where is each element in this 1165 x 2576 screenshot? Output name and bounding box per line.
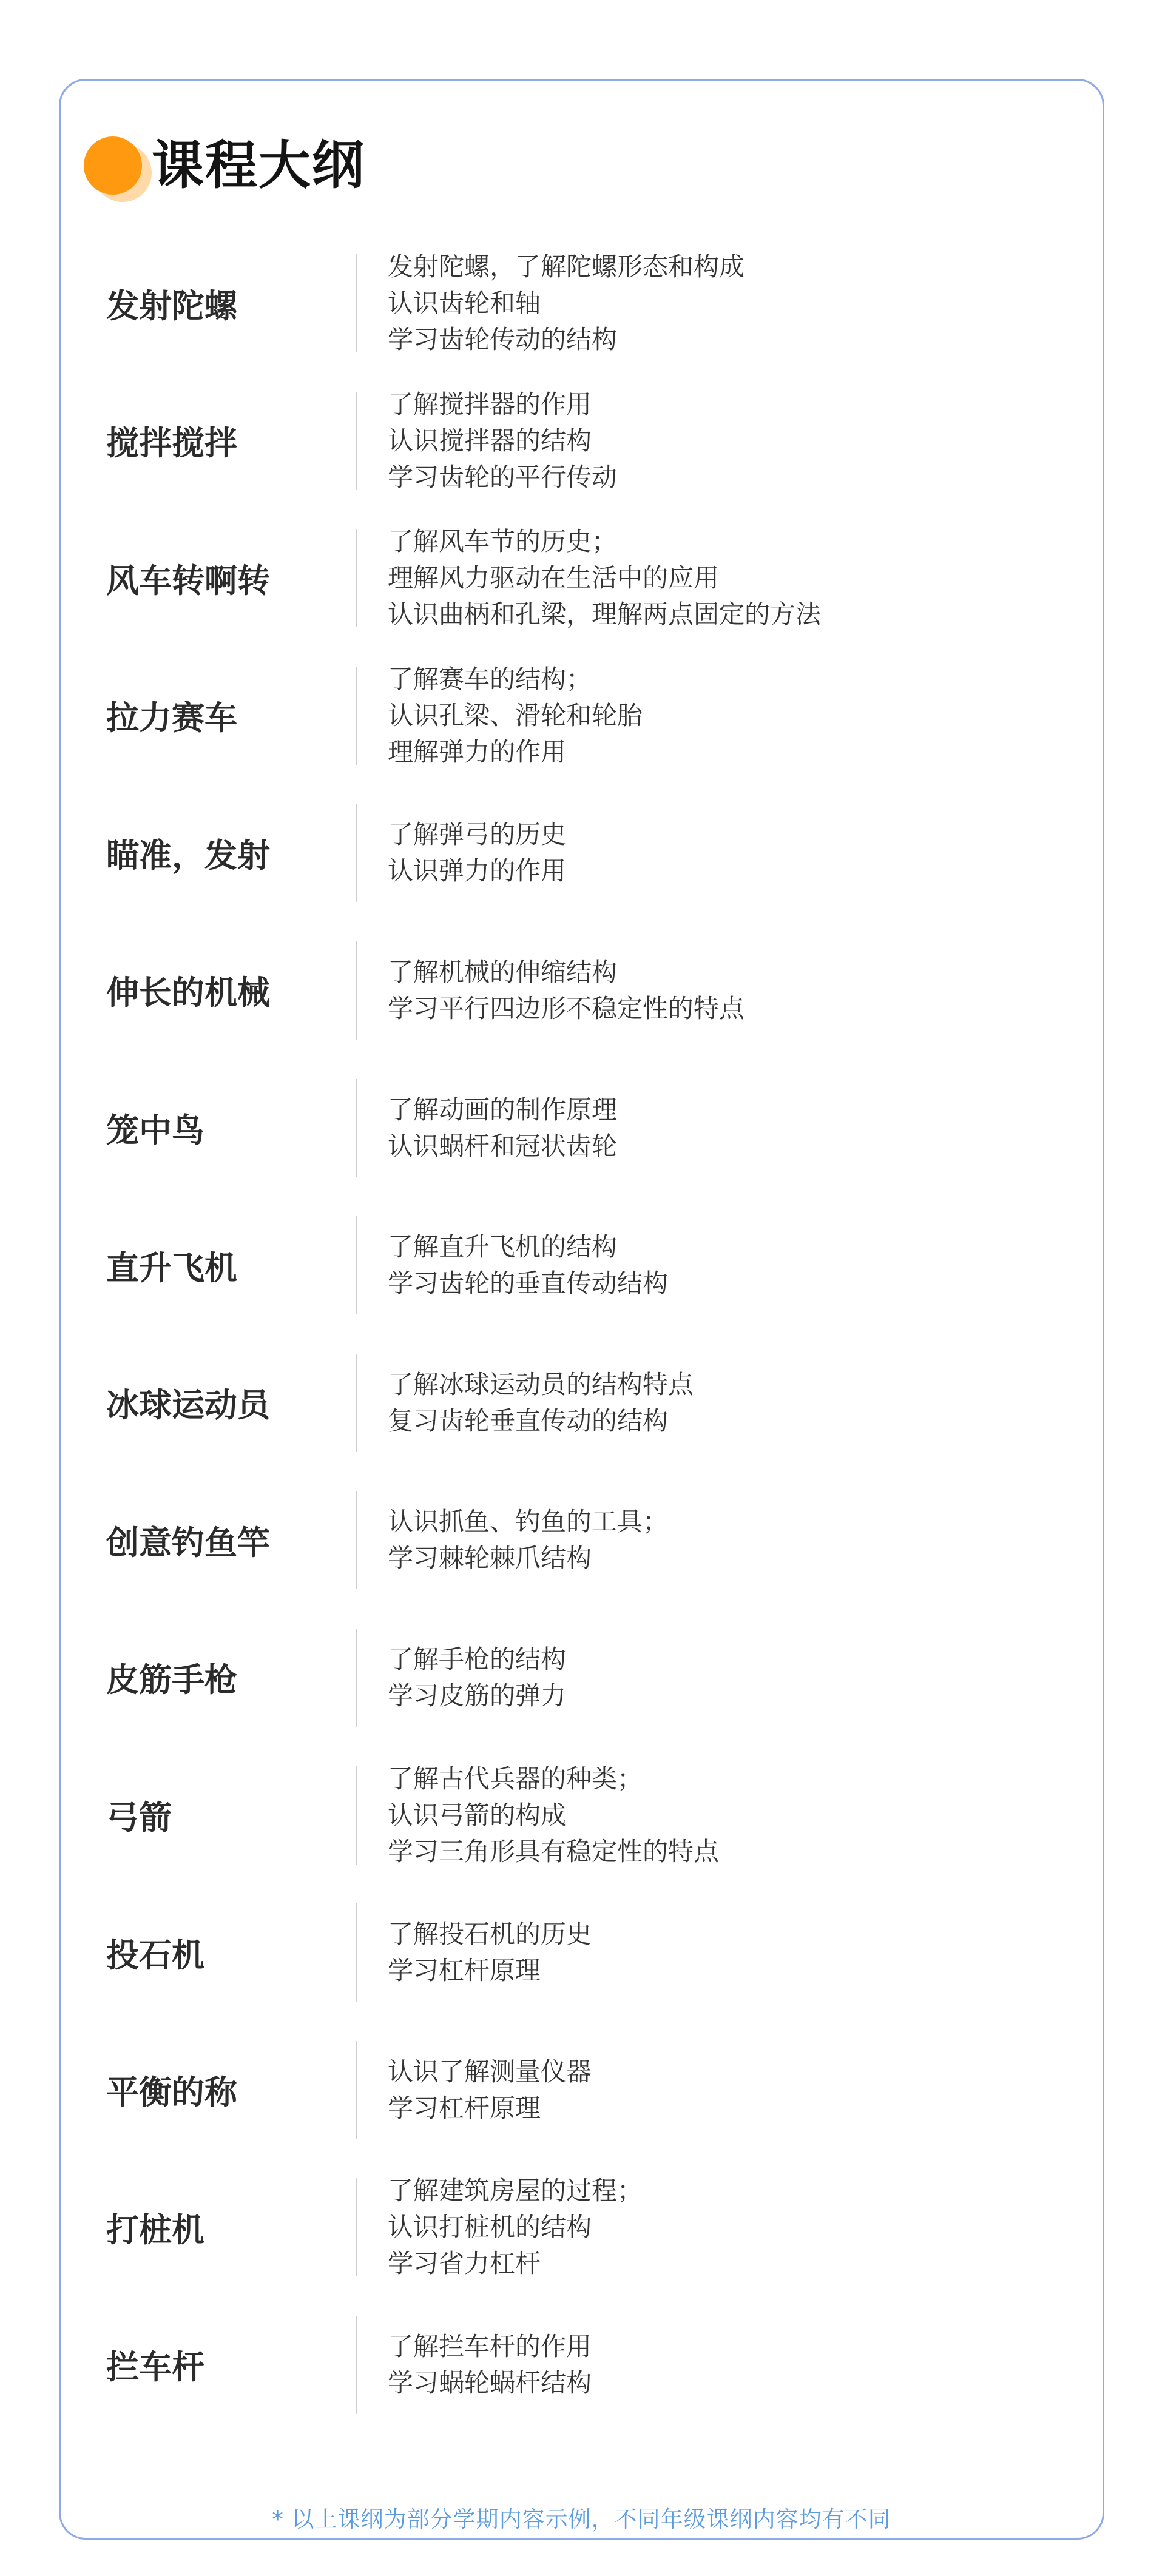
course-description (388, 2312, 1079, 2418)
description-line: 认识搅拌器的结构 (388, 425, 592, 456)
course-name: 笼中鸟 (106, 1111, 204, 1150)
description-line: 认识弹力的作用 (388, 856, 567, 886)
description-line: 认识齿轮和轴 (388, 288, 541, 318)
course-description (388, 938, 1079, 1043)
course-row (61, 1212, 1103, 1350)
course-row (61, 2312, 1103, 2450)
course-name: 搅拌搅拌 (106, 424, 237, 463)
description-line: 学习杠杆原理 (388, 2093, 541, 2123)
description-line: 理解弹力的作用 (388, 736, 567, 767)
row-divider (356, 1079, 357, 1177)
course-name: 平衡的称 (106, 2073, 237, 2112)
dot (84, 136, 142, 195)
course-name: 冰球运动员 (106, 1386, 270, 1425)
course-description (388, 525, 1079, 631)
course-description (388, 2037, 1079, 2143)
description-line: 了解动画的制作原理 (388, 1094, 618, 1125)
course-row (61, 1487, 1103, 1625)
description-line: 认识打桩机的结构 (388, 2212, 592, 2242)
page-title: 课程大纲 (152, 135, 365, 196)
row-divider (356, 1903, 357, 2002)
course-list (61, 251, 1103, 2450)
row-divider (356, 2178, 357, 2276)
description-line: 认识蜗杆和冠状齿轮 (388, 1131, 618, 1161)
description-line: 了解赛车的结构； (388, 664, 592, 694)
row-divider (356, 1216, 357, 1314)
description-line: 了解手枪的结构 (388, 1644, 567, 1674)
row-divider (356, 2041, 357, 2139)
description-line: 学习齿轮的垂直传动结构 (388, 1268, 669, 1299)
course-name: 直升飞机 (106, 1248, 237, 1287)
description-line: 了解冰球运动员的结构特点 (388, 1369, 694, 1399)
course-row (61, 663, 1103, 801)
description-line: 认识抓鱼、钓鱼的工具； (388, 1507, 669, 1537)
row-divider (356, 2316, 357, 2414)
description-line: 学习平行四边形不稳定性的特点 (388, 993, 745, 1023)
row-divider (356, 1629, 357, 1727)
course-name: 伸长的机械 (106, 974, 270, 1012)
row-divider (356, 941, 357, 1040)
row-divider (356, 667, 357, 765)
course-name: 拦车杆 (106, 2348, 204, 2387)
course-row (61, 2037, 1103, 2175)
footnote: * 以上课纲为部分学期内容示例，不同年级课纲内容均有不同 (272, 2506, 891, 2532)
course-row (61, 251, 1103, 388)
description-line: 认识弓箭的构成 (388, 1800, 567, 1830)
description-line: 了解直升飞机的结构 (388, 1232, 618, 1262)
course-description (388, 2174, 1079, 2280)
course-description (388, 1900, 1079, 2005)
description-line: 了解古代兵器的种类； (388, 1763, 643, 1794)
description-line: 认识了解测量仪器 (388, 2056, 592, 2087)
course-row (61, 525, 1103, 663)
row-divider (356, 254, 357, 352)
course-name: 创意钓鱼竿 (106, 1523, 270, 1562)
course-row (61, 938, 1103, 1075)
row-divider (356, 1491, 357, 1589)
course-row (61, 1075, 1103, 1213)
row-divider (356, 529, 357, 627)
course-row (61, 800, 1103, 938)
course-description (388, 388, 1079, 494)
course-description (388, 1075, 1079, 1181)
description-line: 学习三角形具有稳定性的特点 (388, 1836, 720, 1866)
description-line: 了解弹弓的历史 (388, 819, 567, 850)
curriculum-card (59, 79, 1104, 2540)
course-description (388, 1763, 1079, 1868)
description-line: 学习杠杆原理 (388, 1956, 541, 1986)
course-description (388, 663, 1079, 768)
course-row (61, 1763, 1103, 1900)
description-line: 复习齿轮垂直传动的结构 (388, 1405, 669, 1436)
description-line: 了解搅拌器的作用 (388, 389, 592, 419)
description-line: 了解机械的伸缩结构 (388, 957, 618, 987)
card-header (75, 135, 1046, 214)
description-line: 学习齿轮传动的结构 (388, 325, 618, 354)
orange-dot-icon (75, 135, 154, 214)
row-divider (356, 1354, 357, 1452)
description-line: 了解投石机的历史 (388, 1919, 592, 1949)
description-line: 发射陀螺，了解陀螺形态和构成 (388, 252, 745, 281)
course-row (61, 388, 1103, 526)
description-line: 理解风力驱动在生活中的应用 (388, 563, 720, 593)
course-name: 打桩机 (106, 2210, 204, 2249)
course-row (61, 2174, 1103, 2312)
description-line: 认识孔梁、滑轮和轮胎 (388, 700, 643, 730)
course-description (388, 800, 1079, 906)
description-line: 了解拦车杆的作用 (388, 2331, 592, 2361)
description-line: 学习蜗轮蜗杆结构 (388, 2367, 592, 2398)
course-name: 弓箭 (106, 1798, 172, 1837)
course-row (61, 1625, 1103, 1763)
course-name: 瞄准，发射 (106, 836, 270, 875)
description-line: 学习棘轮棘爪结构 (388, 1543, 592, 1573)
row-divider (356, 804, 357, 902)
description-line: 认识曲柄和孔梁，理解两点固定的方法 (388, 599, 822, 630)
course-name: 皮筋手枪 (106, 1661, 237, 1700)
course-description (388, 1625, 1079, 1730)
course-description (388, 1212, 1079, 1318)
row-divider (356, 392, 357, 490)
course-description (388, 1350, 1079, 1456)
course-name: 拉力赛车 (106, 699, 237, 738)
course-name: 风车转啊转 (106, 561, 270, 600)
description-line: 学习省力杠杆 (388, 2248, 541, 2279)
description-line: 了解建筑房屋的过程； (388, 2176, 643, 2206)
course-row (61, 1900, 1103, 2037)
description-line: 学习齿轮的平行传动 (388, 462, 618, 492)
course-row (61, 1350, 1103, 1488)
course-name: 发射陀螺 (106, 286, 237, 325)
course-name: 投石机 (106, 1935, 204, 1974)
description-line: 学习皮筋的弹力 (388, 1680, 567, 1710)
course-description (388, 1487, 1079, 1593)
row-divider (356, 1766, 357, 1865)
description-line: 了解风车节的历史； (388, 526, 618, 557)
course-description (388, 251, 1079, 356)
